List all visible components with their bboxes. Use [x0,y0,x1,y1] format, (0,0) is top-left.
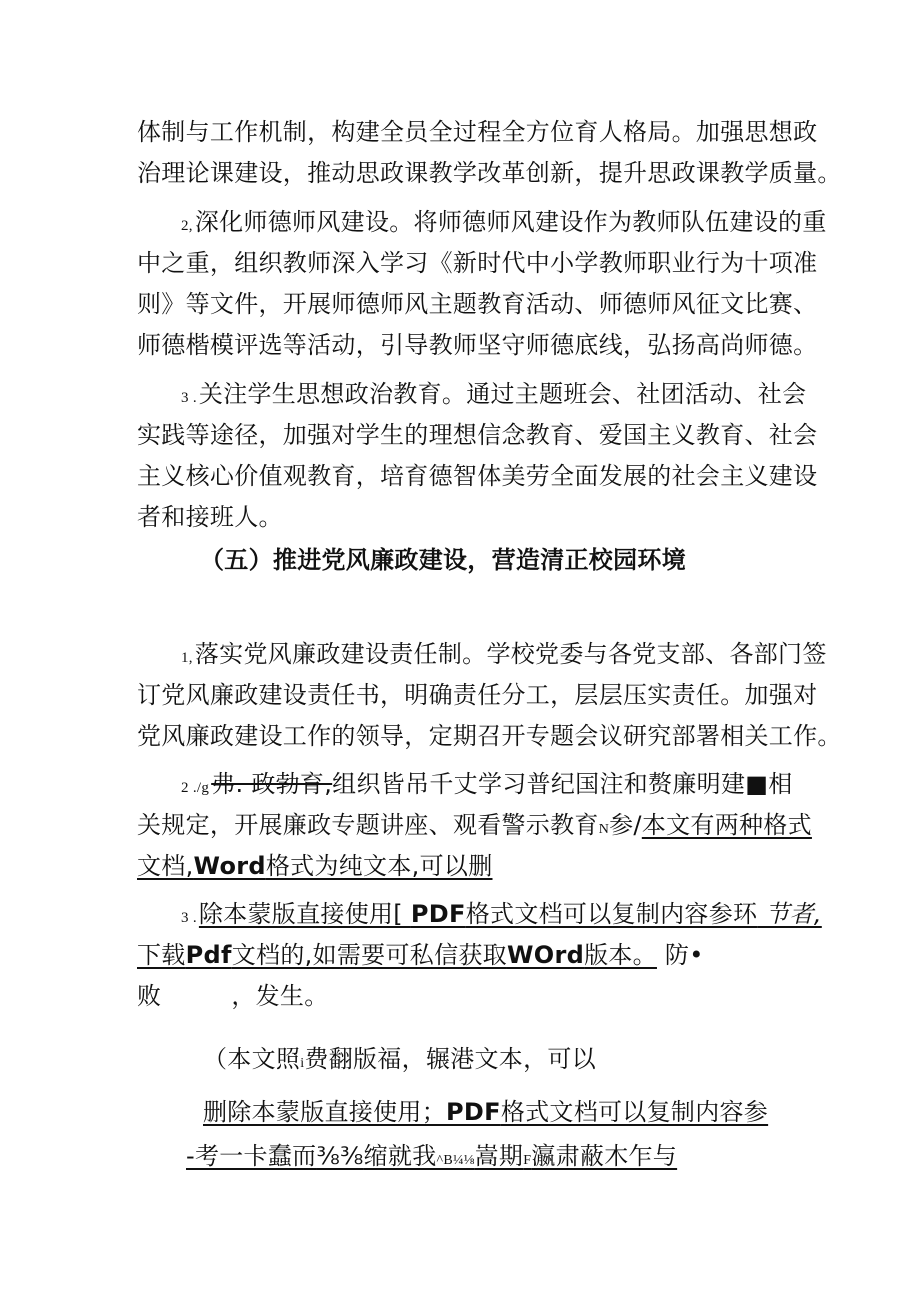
text-run: 防• [656,941,704,969]
paragraph-line: 师德楷模评选等活动，引导教师坚守师德底线，弘扬高尚师德。 [137,331,818,359]
paragraph-line: 中之重，组织教师深入学习《新时代中小学教师职业行为十项准 [137,249,818,277]
paragraph-line: 体制与工作机制，构建全员全过程全方位育人格局。加强思想政 [137,118,818,146]
text-run: 关注学生思想政治教育。通过主题班会、社团活动、社会 [198,380,807,408]
paragraph-line: 则》等文件，开展师德师风主题教育活动、师德师风征文比赛、 [137,290,818,318]
text-run: 深化师德师风建设。将师德师风建设作为教师队伍建设的重 [194,208,827,236]
paragraph-line: 实践等途径，加强对学生的理想信念教育、爱国主义教育、社会 [137,421,818,449]
text-run: ，发生。 [231,982,329,1010]
paragraph-line [137,939,704,971]
overlay-notice-text: Word [193,852,266,880]
paragraph-line [181,638,827,674]
paragraph-line [137,980,329,1012]
paragraph-line [181,378,806,414]
overlay-notice-line: -考一卡蠢而⅜⅜缩就我^B¼⅛嵩期F瀛肃蔽木乍与 [186,1142,678,1170]
paragraph-line [181,206,827,242]
paragraph-line: 治理论课建设，推动思政课教学改革创新，提升思政课教学质量。 [137,159,842,187]
overlay-notice-text: 文档, [137,852,194,880]
text-run: 关规定，开展廉政专题讲座、观看警示教育 [137,811,599,839]
list-number: 2, [181,218,193,234]
text-run: 参/ [609,811,642,839]
list-number: 3 . [181,910,197,926]
text-run: 败 [137,982,162,1010]
paragraph-line [181,898,822,934]
section-heading: （五）推进党风廉政建设，营造清正校园环境 [200,546,686,574]
text-run: 落实党风廉政建设责任制。学校党委与各党支部、各部门签 [194,640,827,668]
paragraph-line: 订党风廉政建设责任书，明确责任分工，层层压实责任。加强对 [137,681,818,709]
list-number: 2 ./g [181,780,210,796]
list-number: 1, [181,650,193,666]
overlay-notice-line: 删除本蒙版直接使用；PDF格式文档可以复制内容参 [203,1098,769,1126]
overlay-notice-text: 本文有两种格式 [641,811,812,839]
paragraph-line [137,850,493,882]
paragraph-line: 者和接班人。 [137,503,283,531]
overlay-notice-line: （本文照i费翻版福，辗港文本，可以 [203,1045,597,1073]
overlay-notice-text: 格式为纯文本,可以删 [265,852,493,880]
list-number: 3 . [181,390,197,406]
paragraph-line [137,809,812,846]
overlay-notice-text: 除本蒙版直接使用[ PDF格式文档可以复制内容参环 节者, [198,900,822,928]
paragraph-line: 党风廉政建设工作的领导，定期召开专题会议研究部署相关工作。 [137,722,842,750]
text-run: N [598,822,610,837]
text-run: 组织皆吊千丈学习普纪国注和赘廉明建■相 [332,770,793,798]
paragraph-line [181,768,793,804]
overlay-notice-text: 下载Pdf文档的,如需要可私信获取WOrd版本。 [137,941,657,969]
paragraph-line: 主义核心价值观教育，培育德智体美劳全面发展的社会主义建设 [137,462,818,490]
struck-text: 弗. 政勃育, [211,770,333,798]
